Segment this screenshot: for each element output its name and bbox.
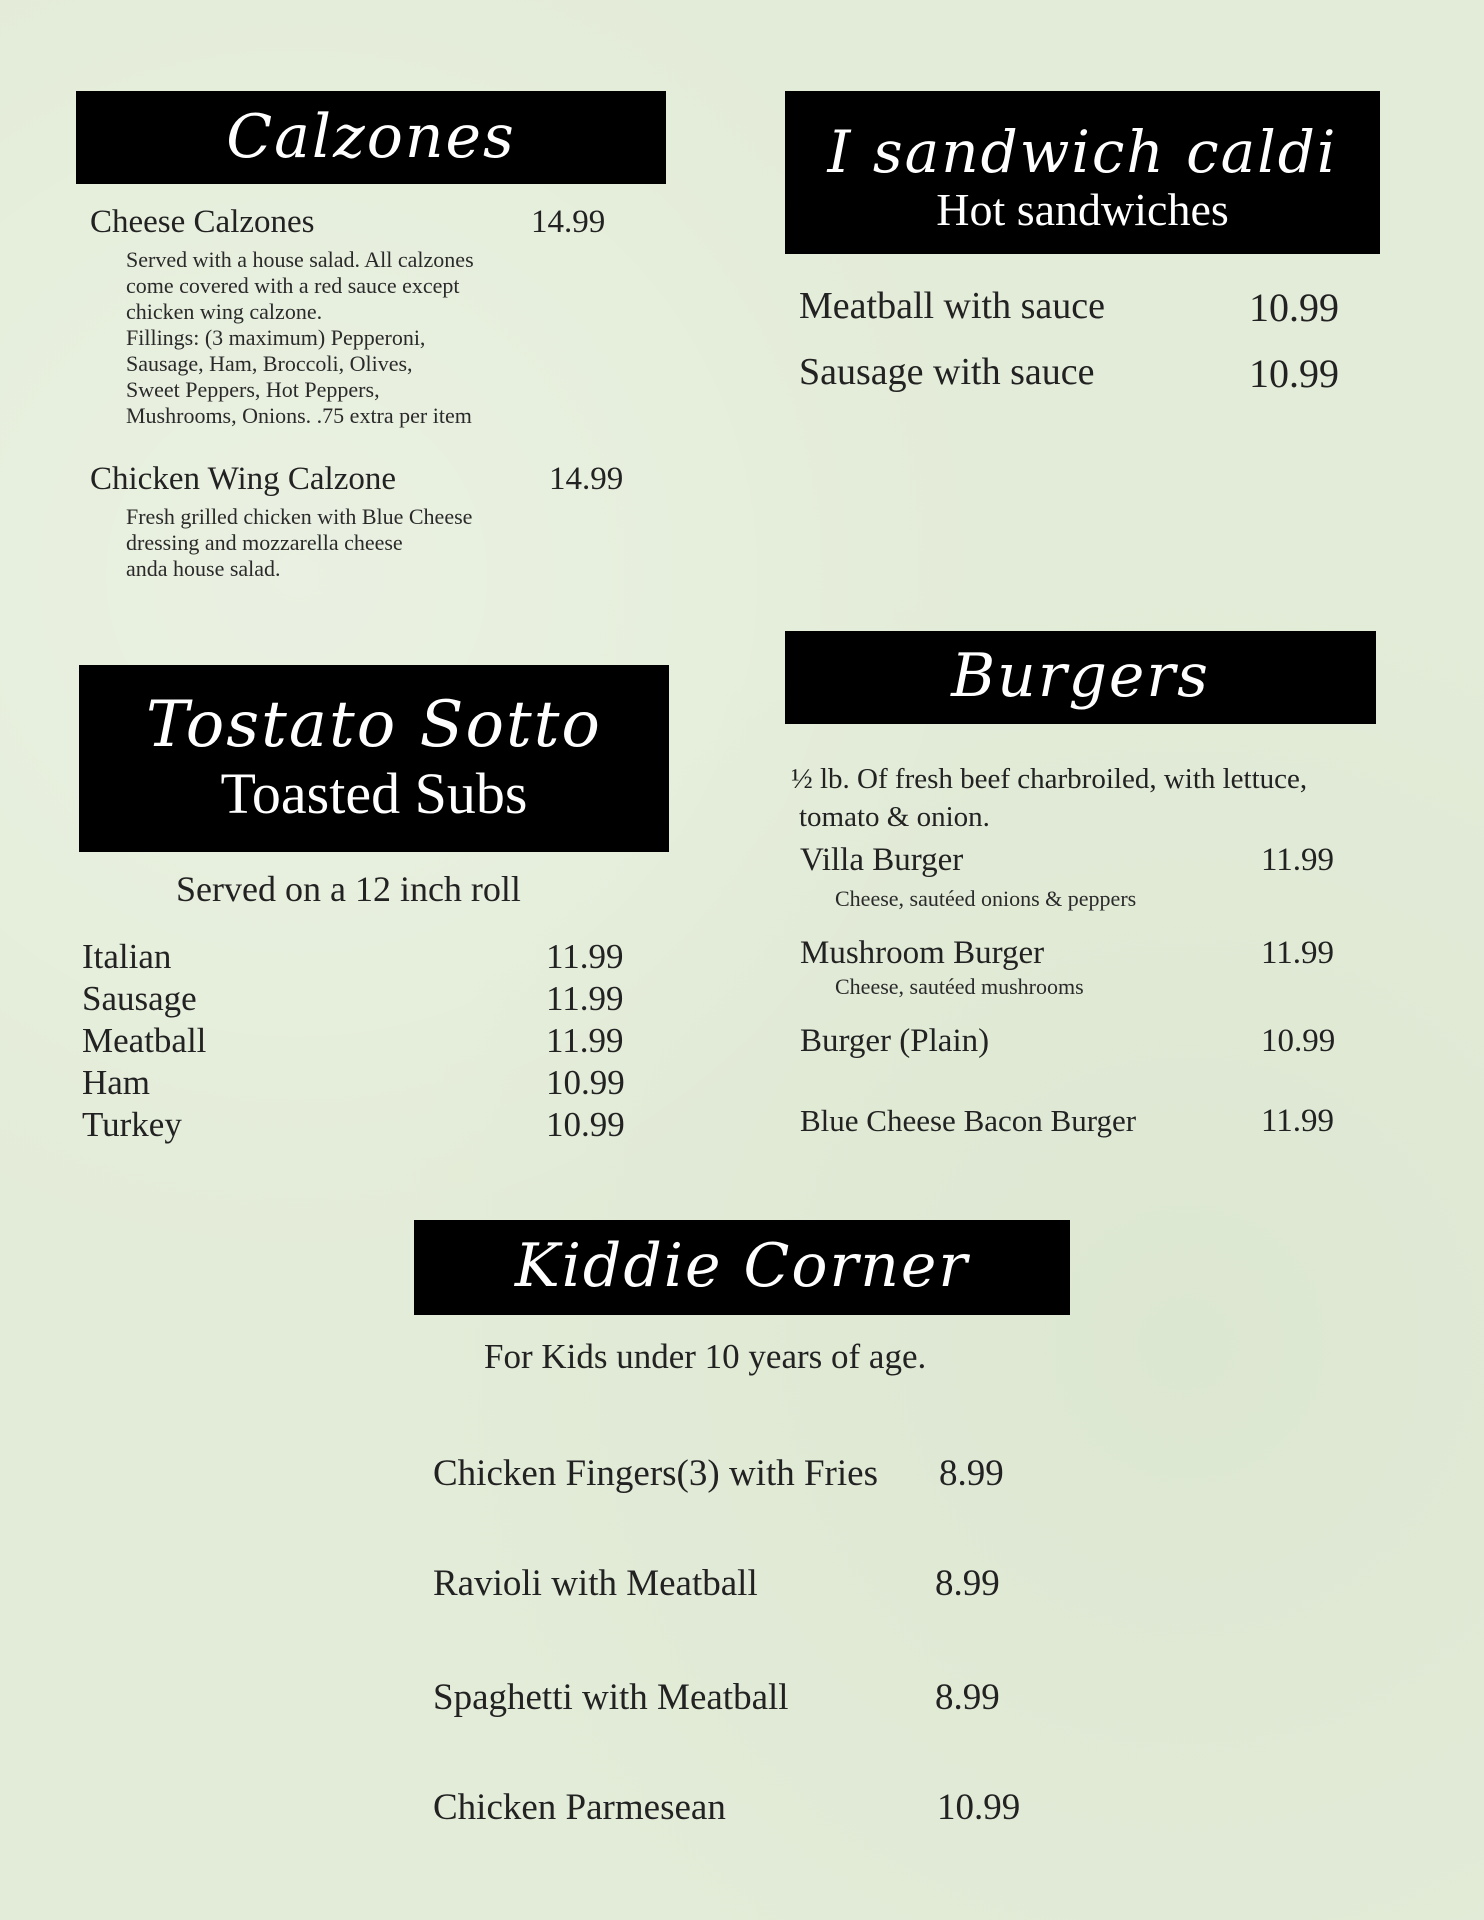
sub-item-price: 11.99 <box>546 937 624 976</box>
toasted-subs-title: Toasted Subs <box>220 761 528 826</box>
sausage-sandwich-name: Sausage with sauce <box>799 351 1095 393</box>
burgers-banner <box>785 631 1376 724</box>
sub-item-price: 11.99 <box>546 979 624 1018</box>
burger-item-name: Blue Cheese Bacon Burger <box>800 1103 1137 1138</box>
kiddie-item-price: 8.99 <box>939 1453 1004 1494</box>
sausage-sandwich-price: 10.99 <box>1249 351 1339 396</box>
burger-item-name: Mushroom Burger <box>800 935 1045 971</box>
chicken-wing-calzone-price: 14.99 <box>549 461 624 497</box>
chicken-wing-calzone-description: Fresh grilled chicken with Blue Cheese dressing and mozzarella cheese anda house salad. <box>126 504 473 581</box>
meatball-sandwich-price: 10.99 <box>1249 285 1339 330</box>
burgers-intro-line-1: ½ lb. Of fresh beef charbroiled, with lettuce, <box>791 763 1308 795</box>
meatball-sandwich-name: Meatball with sauce <box>799 285 1106 327</box>
kiddie-item-name: Spaghetti with Meatball <box>433 1677 789 1718</box>
sub-item-name: Turkey <box>82 1105 182 1144</box>
calzones-banner <box>76 91 666 184</box>
sub-item-price: 11.99 <box>546 1021 624 1060</box>
calzones-title: Calzones <box>226 102 516 172</box>
burgers-intro-line-2: tomato & onion. <box>799 801 990 833</box>
sub-item-price: 10.99 <box>546 1105 625 1144</box>
sub-item-price: 10.99 <box>546 1063 625 1102</box>
burger-item-description: Cheese, sautéed onions & peppers <box>835 886 1137 911</box>
kiddie-subtitle: For Kids under 10 years of age. <box>484 1337 927 1376</box>
burger-item-price: 10.99 <box>1261 1023 1336 1059</box>
burgers-title: Burgers <box>951 641 1210 711</box>
kiddie-item-price: 8.99 <box>935 1563 1000 1604</box>
kiddie-item-price: 8.99 <box>935 1677 1000 1718</box>
cheese-calzone-price: 14.99 <box>531 204 606 240</box>
hot-sandwiches-banner <box>785 91 1380 254</box>
hot-sandwiches-title: Hot sandwiches <box>936 184 1229 235</box>
burger-item-price: 11.99 <box>1261 1103 1335 1139</box>
toasted-subs-banner <box>79 665 669 852</box>
burger-item-name: Burger (Plain) <box>800 1023 990 1059</box>
sub-item-name: Italian <box>82 937 172 976</box>
hot-sandwiches-script-title: I sandwich caldi <box>827 118 1338 186</box>
burger-item-name: Villa Burger <box>800 842 964 878</box>
burger-item-price: 11.99 <box>1261 842 1335 878</box>
chicken-wing-calzone-name: Chicken Wing Calzone <box>90 461 396 497</box>
sub-item-name: Ham <box>82 1063 151 1102</box>
toasted-subs-script-title: Tostato Sotto <box>146 688 602 762</box>
kiddie-corner-banner <box>414 1220 1070 1315</box>
sub-item-name: Meatball <box>82 1021 207 1060</box>
kiddie-corner-title: Kiddie Corner <box>514 1231 970 1301</box>
kiddie-item-name: Chicken Fingers(3) with Fries <box>433 1453 878 1494</box>
cheese-calzone-name: Cheese Calzones <box>90 204 315 240</box>
burger-item-price: 11.99 <box>1261 935 1335 971</box>
kiddie-item-price: 10.99 <box>937 1787 1021 1828</box>
cheese-calzone-description: Served with a house salad. All calzones come covered with a red sauce except chicken wing calzone. Fillings: (3 maximum) Pepperoni, Sausage, Ham, Broccoli, Olives, Sweet Peppers, Hot Peppers, Mushrooms, Onions. .75 extra per item <box>126 247 474 428</box>
kiddie-item-name: Ravioli with Meatball <box>433 1563 758 1604</box>
burger-item-description: Cheese, sautéed mushrooms <box>835 974 1084 999</box>
kiddie-item-name: Chicken Parmesean <box>433 1787 726 1828</box>
subs-subtitle: Served on a 12 inch roll <box>176 869 521 909</box>
sub-item-name: Sausage <box>82 979 197 1018</box>
